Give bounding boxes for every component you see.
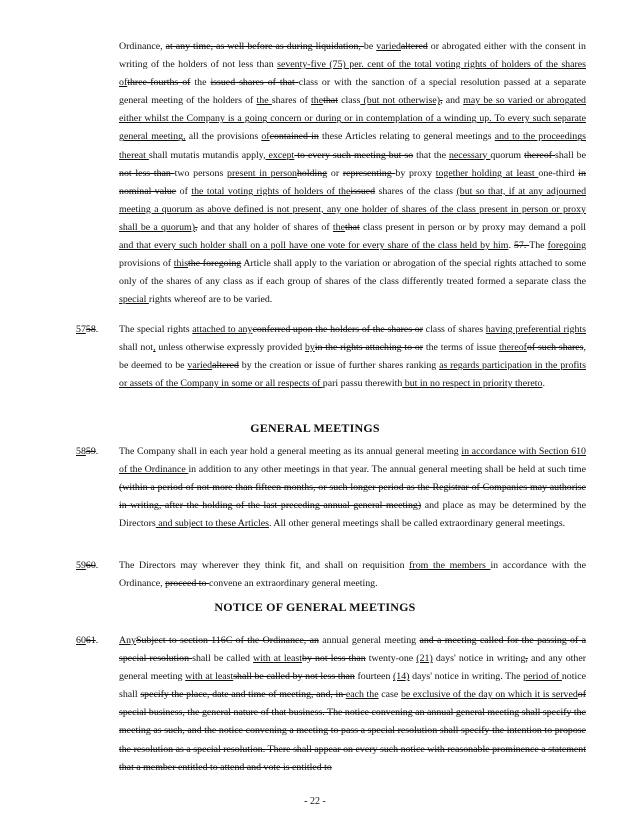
text-run: class of shares <box>423 324 486 335</box>
text-run: or <box>327 167 343 179</box>
article-58-number <box>76 321 98 339</box>
text-run: fourteen <box>354 671 394 683</box>
inserted-text: 57 <box>76 324 86 335</box>
deleted-text: 59 <box>85 446 96 457</box>
inserted-text: from the members <box>409 560 491 571</box>
article-58-text <box>119 321 586 393</box>
text-run: be <box>363 41 377 52</box>
article-57-continuation <box>119 38 586 309</box>
deleted-text: in nominal value <box>119 167 586 197</box>
inserted-text: 59 <box>76 560 86 571</box>
deleted-text: specify the place, date and time of meeting, and, in <box>140 689 346 701</box>
text-run: and that any holder of shares of <box>197 221 333 233</box>
inserted-text: thereof <box>498 342 527 354</box>
text-run: the <box>190 77 211 89</box>
inserted-text: the <box>311 95 324 107</box>
text-run: two persons <box>174 167 228 179</box>
text-run: . <box>95 324 99 335</box>
inserted-text: and to the proceedings thereat <box>119 131 586 161</box>
text-run: by proxy <box>395 167 436 179</box>
article-61-number <box>76 632 98 650</box>
text-run: and <box>442 95 464 107</box>
text-run: convene an extraordinary general meeting. <box>208 578 378 590</box>
inserted-text: (but so that, if at any adjourned meeting a quorum as above defined is not present, any one holder of shares of the class present in person or proxy shall be a quorum) <box>119 185 587 233</box>
inserted-text: as regards participation in the profits or assets of the Company in some or all respects of <box>119 360 586 390</box>
text-run: or abrogated either with the consent in writing of the holders of not less than <box>119 41 586 71</box>
article-61-text <box>119 632 586 777</box>
heading-general-meetings: GENERAL MEETINGS <box>250 421 380 435</box>
text-run: class <box>337 95 361 107</box>
deleted-text: , <box>525 653 528 665</box>
deleted-text: issued shares of that <box>210 77 299 89</box>
inserted-text: 60 <box>76 635 86 646</box>
text-run: . <box>542 378 545 390</box>
inserted-text: in accordance with Section 610 of the Ordinance <box>119 446 586 476</box>
text-run: , be deemed to be <box>119 342 586 372</box>
deleted-text: (within a period of not more than fifteen months, or such longer period as the Registrar of Companies may authorise in writing, after the holding of the last preceding annual general meeting) <box>119 482 586 512</box>
deleted-text: by not less than <box>302 653 366 665</box>
text-run: Article shall apply to the variation or abrogation of the special rights attached to some only of the shares of any class as if each group of shares of the class differently treated formed a separate class the <box>119 258 586 288</box>
inserted-text: and subject to these Articles <box>155 518 270 530</box>
inserted-text: may be so varied or abrogated either whilst the Company is a going concern or during or in contemplation of a winding up. To every such separate general meeting, <box>119 95 586 143</box>
deleted-text: to every such meeting but so <box>294 149 414 161</box>
inserted-text: , <box>153 342 156 354</box>
deleted-text: of such shares <box>526 342 584 354</box>
inserted-text: having preferential rights <box>485 324 587 335</box>
inserted-text: (21) <box>416 653 433 665</box>
deleted-text: conferred upon the holders of the shares or <box>252 324 424 335</box>
deleted-text: that <box>323 95 338 107</box>
deleted-text: altered <box>400 41 428 52</box>
text-run: shall mutatis mutandis apply <box>148 149 264 161</box>
text-run: all the provisions <box>185 131 262 143</box>
text-run: Ordinance, <box>119 41 166 52</box>
text-run: shall be <box>555 149 586 161</box>
text-run: and place as may be determined by the Directors <box>119 500 586 530</box>
text-run: and any other general meeting <box>119 653 587 683</box>
text-run: twenty-one <box>365 653 417 665</box>
deleted-text: of special business, the general nature of that business. The notice convening an annual general meeting shall specify the meeting as such, and the notice convening a meeting to pass a special resolution shall specify the intention to propose the resolution as a special resolution. There shall appear on every such notice with reasonable prominence a statement that a member entitled to attend and vote is entitled to <box>119 689 587 773</box>
text-run: . <box>95 560 99 571</box>
inserted-text: varied <box>376 41 401 52</box>
text-run: shares of the class <box>375 185 457 197</box>
text-run: case <box>378 689 401 701</box>
deleted-text: 60 <box>85 560 96 571</box>
deleted-text: 57. <box>513 240 530 252</box>
deleted-text: issued <box>350 185 376 197</box>
inserted-text: Any <box>119 635 137 646</box>
inserted-text: the <box>332 221 345 233</box>
text-run: in addition to any other meetings in that year. The annual general meeting shall be held at such time <box>188 464 586 476</box>
article-59-number <box>76 443 98 461</box>
inserted-text: together holding at least <box>435 167 539 179</box>
deleted-text: contained in <box>269 131 319 143</box>
text-run: . <box>508 240 514 252</box>
text-run: The special rights <box>119 324 193 335</box>
deleted-text: and a meeting called for the passing of a special resolution <box>119 635 587 665</box>
text-run: pari passu therewith <box>322 378 403 390</box>
page-number: - 22 - <box>304 796 326 807</box>
deleted-text: that <box>344 221 360 233</box>
deleted-text: at any time, as well before as during liquidation, <box>165 41 364 52</box>
text-run: days' notice in writing. The <box>409 671 524 683</box>
inserted-text: of <box>261 131 270 143</box>
deleted-text: the foregoing <box>188 258 242 270</box>
inserted-text: each the <box>345 689 379 701</box>
inserted-text: attached to any <box>192 324 253 335</box>
text-run: in accordance with the Ordinance, <box>119 560 586 590</box>
deleted-text: representing <box>342 167 396 179</box>
inserted-text: this <box>173 258 189 270</box>
text-run: class or with the sanction of a special resolution passed at a separate general meeting of the holders of <box>119 77 586 107</box>
deleted-text: 61 <box>85 635 96 646</box>
deleted-text: three-fourths of <box>127 77 191 89</box>
text-run: . All other general meetings shall be called extraordinary general meetings. <box>269 518 566 530</box>
text-run: The <box>529 240 548 252</box>
inserted-text: but in no respect in priority thereto <box>402 378 543 390</box>
inserted-text: necessary <box>448 149 491 161</box>
text-run: annual general meeting <box>318 635 420 646</box>
text-run: . <box>95 446 99 457</box>
text-run: The Directors may wherever they think fit, and shall on requisition <box>119 560 410 571</box>
deleted-text: , <box>195 221 198 233</box>
text-run: class present in person or by proxy may demand a poll <box>359 221 586 233</box>
inserted-text: varied <box>187 360 213 372</box>
inserted-text: with at least <box>185 671 234 683</box>
inserted-text: by <box>304 342 315 354</box>
inserted-text: the <box>256 95 272 107</box>
deleted-text: shall be called by not less than <box>233 671 355 683</box>
deleted-text: proceed to <box>165 578 209 590</box>
inserted-text: , except <box>263 149 295 161</box>
deleted-text: Subject to section 116C of the Ordinance, an <box>136 635 319 646</box>
text-run: shall not <box>119 342 154 354</box>
article-60-text <box>119 557 586 593</box>
text-run: of <box>176 185 192 197</box>
deleted-text: altered <box>212 360 239 372</box>
heading-notice-of-general-meetings: NOTICE OF GENERAL MEETINGS <box>214 600 416 614</box>
text-run: by the creation or issue of further shares ranking <box>238 360 440 372</box>
text-run: The Company shall in each year hold a general meeting as its annual general meeting <box>119 446 462 457</box>
text-run: that the <box>413 149 449 161</box>
text-run: notice shall <box>119 671 586 701</box>
inserted-text: the total voting rights of holders of the <box>191 185 351 197</box>
text-run: shares of <box>271 95 312 107</box>
inserted-text: special <box>119 294 149 306</box>
inserted-text: and that every such holder shall on a poll have one vote for every share of the class held by him <box>119 240 509 252</box>
inserted-text: with at least <box>253 653 303 665</box>
text-run: the terms of issue <box>423 342 499 354</box>
text-run: provisions of <box>119 258 174 270</box>
text-run: unless otherwise expressly provided <box>155 342 305 354</box>
inserted-text: seventy-five (75) per. cent of the total voting rights of holders of the shares of <box>119 59 587 89</box>
inserted-text: (but not otherwise) <box>360 95 441 107</box>
text-run: quorum <box>490 149 525 161</box>
text-run: rights whereof are to be varied. <box>148 294 273 306</box>
deleted-text: , <box>440 95 443 107</box>
deleted-text: 58 <box>85 324 96 335</box>
text-run: these Articles relating to general meetings <box>318 131 495 143</box>
inserted-text: (14) <box>393 671 410 683</box>
inserted-text: 58 <box>76 446 86 457</box>
deleted-text: in the rights attaching to or <box>314 342 424 354</box>
text-run: shall be called <box>192 653 254 665</box>
text-run: days' notice in writing <box>432 653 526 665</box>
text-run: . <box>95 635 99 646</box>
inserted-text: present in person <box>227 167 297 179</box>
inserted-text: period of <box>523 671 562 683</box>
deleted-text: thereof <box>524 149 556 161</box>
inserted-text: foregoing <box>547 240 587 252</box>
text-run: one-third <box>538 167 579 179</box>
deleted-text: holding <box>296 167 328 179</box>
inserted-text: be exclusive of the day on which it is served <box>400 689 578 701</box>
article-60-number <box>76 557 98 575</box>
article-59-text <box>119 443 586 533</box>
deleted-text: not less than <box>119 167 175 179</box>
